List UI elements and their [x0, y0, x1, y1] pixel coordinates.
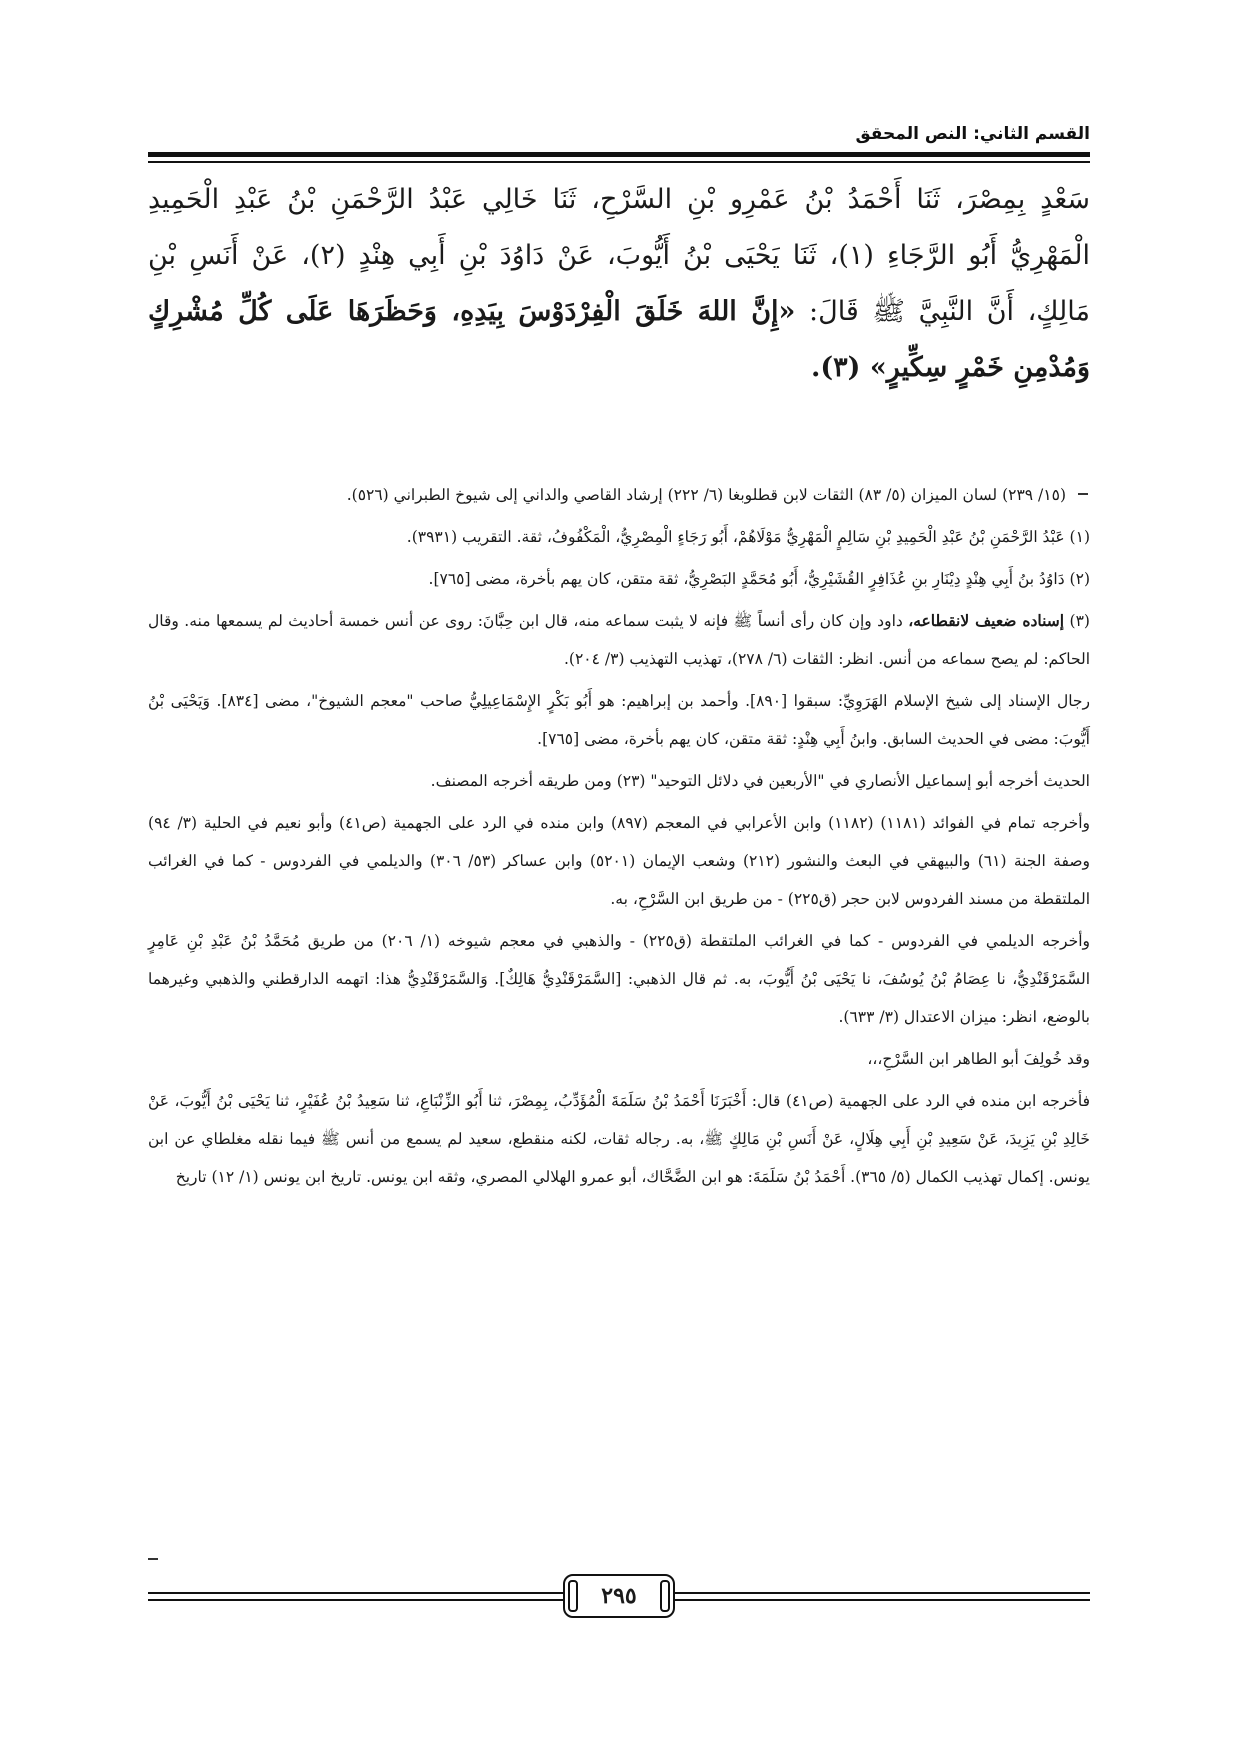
page-header-title: القسم الثاني: النص المحقق [855, 124, 1090, 144]
footnote-3-verdict: إسناده ضعيف لانقطاعه، [908, 611, 1065, 630]
hadith-text: «إِنَّ اللهَ خَلَقَ الْفِرْدَوْسَ بِيَدِهِ، وَحَظَرَهَا عَلَى كُلِّ مُشْرِكٍ وَمُدْمِنِ خَمْرٍ سِكِّيرٍ» (٣). [148, 296, 1090, 383]
main-line: سَعْدٍ بِمِصْرَ، ثَنَا أَحْمَدُ بْنُ عَمْرِو بْنِ السَّرْحِ، ثَنَا خَالِي عَبْدُ الرَّحْمَنِ بْنُ عَبْدِ الْحَمِيدِ الْمَهْرِيُّ أَبُو الرَّجَاءِ (١)، ثَنَا يَحْيَى بْنُ أَيُّوبَ، عَنْ دَاوُدَ بْنِ أَبِي هِنْدٍ (٢)، عَنْ أَنَسِ بْنِ مَالِكٍ، أَنَّ النَّبِيَّ ﷺ قَالَ: [148, 184, 1090, 327]
footnote-3 [148, 602, 1090, 678]
footnote-paragraph: وأخرجه الديلمي في الفردوس - كما في الغرائب الملتقطة (ق٢٢٥) - والذهبي في معجم شيوخه (١/ ٢٠٦) من طريق مُحَمَّدُ بْنُ عَبْدِ بْنِ عَامِرٍ السَّمَرْقَنْدِيُّ، نا عِصَامُ بْنُ يُوسُفَ، نا يَحْيَى بْنُ أَيُّوبَ، به. ثم قال الذهبي: [السَّمَرْقَنْدِيُّ هَالِكٌ]. وَالسَّمَرْقَنْدِيُّ هذا: اتهمه الدارقطني والذهبي وغيرهما بالوضع، انظر: ميزان الاعتدال (٣/ ٦٣٣). [148, 932, 1090, 1026]
main-text [148, 172, 1090, 396]
main-paragraph [148, 172, 1090, 396]
footnote-paragraph: رجال الإسناد إلى شيخ الإسلام الهَرَوِيِّ: سبقوا [٨٩٠]. وأحمد بن إبراهيم: هو أَبُو بَكْرٍ الإِسْمَاعِيلِيُّ صاحب "معجم الشيوخ"، مضى [٨٣٤]. وَيَحْيَى بْنُ أَيُّوبَ: مضى في الحديث السابق. وابنُ أَبِي هِنْدٍ: ثقة متقن، كان يهم بأخرة، مضى [٧٦٥]. [148, 692, 1090, 748]
footer-rule [675, 1599, 1090, 1601]
header-rule [148, 152, 1090, 157]
page-number: ٢٩٥ [601, 1583, 637, 1609]
footnote-continuation: (١٥/ ٢٣٩) لسان الميزان (٥/ ٨٣) الثقات لابن قطلوبغا (٦/ ٢٢٢) إرشاد القاصي والداني إلى شيوخ الطبراني (٥٢٦). [346, 486, 1066, 504]
footnotes [148, 476, 1090, 1200]
footer-rule [148, 1592, 563, 1594]
header-rule-thin [148, 161, 1090, 163]
footnote-paragraph: فأخرجه ابن منده في الرد على الجهمية (ص٤١) قال: أَخْبَرَنَا أَحْمَدُ بْنُ سَلَمَةَ الْمُؤَدِّبُ، بِمِصْرَ، ثنا أَبُو الزِّنْبَاعِ، ثنا سَعِيدُ بْنُ عُفَيْرٍ، ثنا يَحْيَى بْنُ أَيُّوبَ، عَنْ خَالِدِ بْنِ يَزِيدَ، عَنْ سَعِيدِ بْنِ أَبِي هِلَالٍ، عَنْ أَنَسِ بْنِ مَالِكٍ ﷺ، به. رجاله ثقات، لكنه منقطع، سعيد لم يسمع من أنس ﷺ فيما نقله مغلطاي عن ابن يونس. إكمال تهذيب الكمال (٥/ ٣٦٥). أَحْمَدُ بْنُ سَلَمَةَ: هو ابن الضَّحَّاك، أبو عمرو الهلالي المصري، وثقه ابن يونس. تاريخ ابن يونس (١/ ١٢) تاريخ [148, 1092, 1091, 1186]
footnote-3-text: داود وإن كان رأى أنساً ﷺ فإنه لا يثبت سماعه منه، قال ابن حِبَّانَ: روى عن أنس خمسة أحاديث لم يسمعها منه. وقال الحاكم: لم يصح سماعه من أنس. انظر: الثقات (٦/ ٢٧٨)، تهذيب التهذيب (٣/ ٢٠٤). [148, 612, 1090, 668]
footnote-1: (١) عَبْدُ الرَّحْمَنِ بْنُ عَبْدِ الْحَمِيدِ بْنِ سَالِمٍ الْمَهْرِيُّ مَوْلَاهُمْ، أَبُو رَجَاءٍ الْمِصْرِيُّ، الْمَكْفُوفُ، ثقة. التقريب (٣٩٣١). [406, 528, 1090, 546]
footnote-paragraph: وقد خُولِفَ أبو الطاهر ابن السَّرْحِ،،، [867, 1050, 1090, 1068]
footnote-3-number: (٣) [1069, 612, 1090, 630]
footer-rule [675, 1592, 1090, 1594]
footer-rule [148, 1599, 563, 1601]
footnote-paragraph: الحديث أخرجه أبو إسماعيل الأنصاري في "الأربعين في دلائل التوحيد" (٢٣) ومن طريقه أخرجه المصنف. [430, 772, 1090, 790]
footnote-paragraph: وأخرجه تمام في الفوائد (١١٨١) (١١٨٢) وابن الأعرابي في المعجم (٨٩٧) وابن منده في الرد على الجهمية (ص٤١) وأبو نعيم في الحلية (٣/ ٩٤) وصفة الجنة (٦١) والبيهقي في البعث والنشور (٢١٢) وشعب الإيمان (٥٢٠١) وابن عساكر (٥٣/ ٣٠٦) والديلمي في الفردوس - كما في الغرائب الملتقطة من مسند الفردوس لابن حجر (ق٢٢٥) - من طريق ابن السَّرْحِ، به. [148, 814, 1090, 908]
page-number-box [563, 1574, 675, 1618]
footnote-end-dash [148, 1558, 158, 1560]
footnote-2: (٢) دَاوُدُ بنُ أَبِي هِنْدٍ دِيْنَارِ بنِ عُذَافِرٍ القُشَيْرِيُّ، أَبُو مُحَمَّدٍ البَصْرِيُّ، ثقة متقن، كان يهم بأخرة، مضى [٧٦٥]. [428, 570, 1090, 588]
